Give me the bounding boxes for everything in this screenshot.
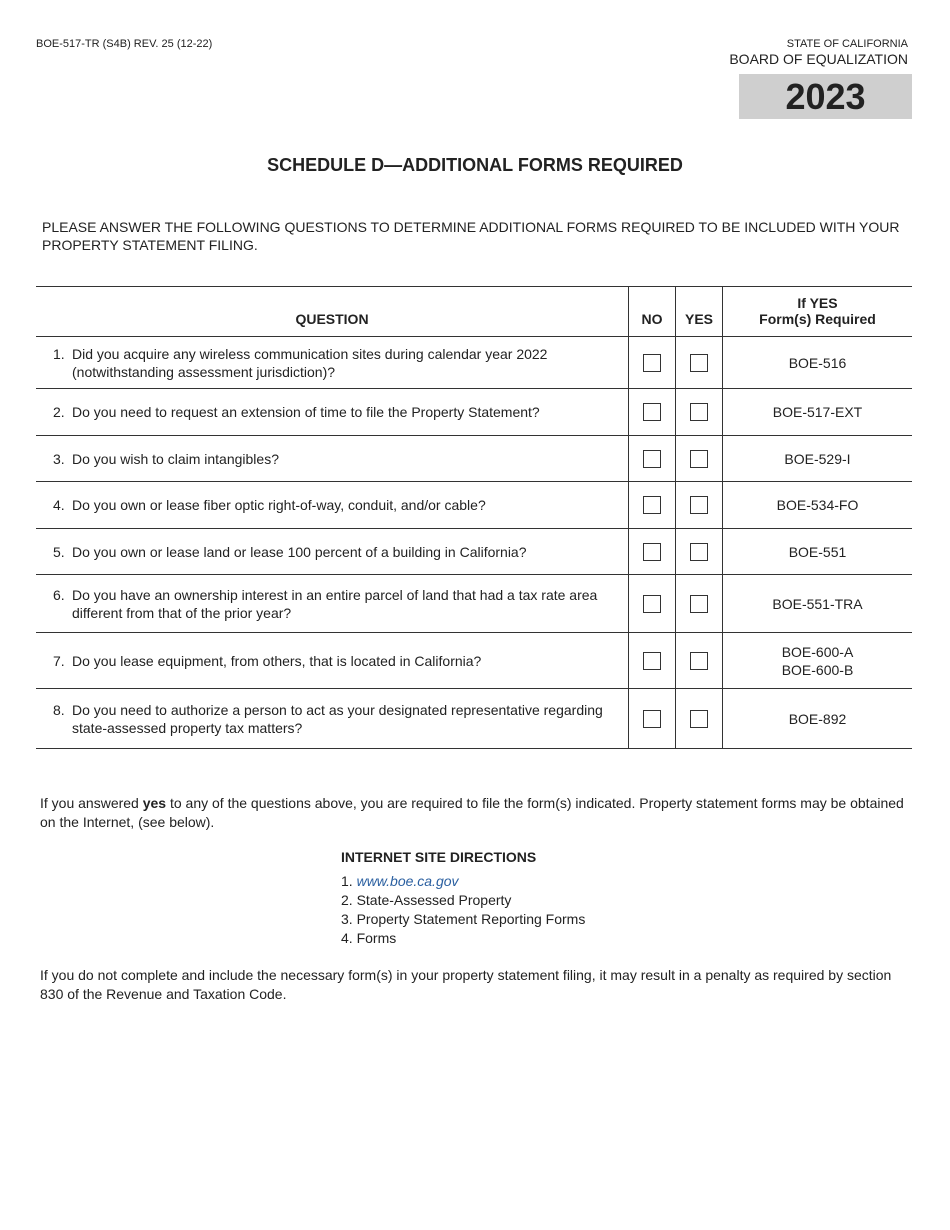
header-forms-line2: Form(s) Required xyxy=(759,311,876,327)
question-text: Do you wish to claim intangibles? xyxy=(72,450,279,467)
yes-checkbox[interactable] xyxy=(690,543,708,561)
no-checkbox[interactable] xyxy=(643,652,661,670)
question-text: Do you own or lease land or lease 100 percent of a building in California? xyxy=(72,543,527,560)
yes-checkbox[interactable] xyxy=(690,354,708,372)
header-forms xyxy=(723,287,913,337)
table-header-row xyxy=(36,287,912,337)
required-form: BOE-517-EXT xyxy=(772,404,863,420)
question-number: 6. xyxy=(53,586,65,603)
board-name: BOARD OF EQUALIZATION xyxy=(729,51,908,67)
direction-item xyxy=(341,929,585,948)
required-form: BOE-534-FO xyxy=(776,497,859,513)
question-number: 7. xyxy=(53,652,65,669)
penalty-note: If you do not complete and include the necessary form(s) in your property statement filing, it may result in a penalty as required by section 830 of the Revenue and Taxation Code. xyxy=(40,967,892,1002)
direction-number: 1. xyxy=(341,873,353,889)
no-checkbox[interactable] xyxy=(643,595,661,613)
question-text: Do you need to request an extension of time to file the Property Statement? xyxy=(72,404,540,420)
state-name: STATE OF CALIFORNIA xyxy=(786,38,908,50)
yes-checkbox[interactable] xyxy=(690,496,708,514)
direction-text: Forms xyxy=(356,930,397,946)
direction-item xyxy=(341,910,585,929)
year-box: 2023 xyxy=(739,74,912,119)
header-yes: YES xyxy=(676,287,723,337)
direction-number: 4. xyxy=(341,930,353,946)
required-form-secondary: BOE-600-B xyxy=(781,661,854,678)
question-number: 3. xyxy=(53,450,65,467)
question-text: Do you have an ownership interest in an entire parcel of land that had a tax rate area different from that of the prior year? xyxy=(72,586,598,621)
no-checkbox[interactable] xyxy=(643,354,661,372)
question-text: Do you need to authorize a person to act as your designated representative regarding state-assessed property tax matters? xyxy=(72,701,603,736)
required-form: BOE-551 xyxy=(788,543,847,560)
yes-checkbox[interactable] xyxy=(690,403,708,421)
question-text: Did you acquire any wireless communication sites during calendar year 2022 (notwithstanding assessment jurisdiction)? xyxy=(72,345,548,380)
form-id: BOE-517-TR (S4B) REV. 25 (12-22) xyxy=(36,38,213,50)
directions-list xyxy=(341,872,585,948)
header-question: QUESTION xyxy=(36,287,629,337)
question-row xyxy=(36,389,912,436)
boe-website-link[interactable]: www.boe.ca.gov xyxy=(356,873,459,889)
header-forms-line1: If YES xyxy=(797,295,838,311)
page-title: SCHEDULE D—ADDITIONAL FORMS REQUIRED xyxy=(267,155,683,175)
question-row xyxy=(36,689,912,749)
required-form: BOE-600-A xyxy=(781,643,854,660)
agency-block xyxy=(729,38,908,67)
yes-instructions-start: If you answered xyxy=(40,795,143,811)
no-checkbox[interactable] xyxy=(643,710,661,728)
no-checkbox[interactable] xyxy=(643,496,661,514)
no-checkbox[interactable] xyxy=(643,450,661,468)
intro-text: PLEASE ANSWER THE FOLLOWING QUESTIONS TO DETERMINE ADDITIONAL FORMS REQUIRED TO BE INCLUDED WITH YOUR PROPERTY STATEMENT FILING. xyxy=(42,219,900,253)
yes-checkbox[interactable] xyxy=(690,652,708,670)
required-form: BOE-892 xyxy=(788,710,847,727)
required-form: BOE-529-I xyxy=(784,450,851,467)
yes-checkbox[interactable] xyxy=(690,710,708,728)
yes-instructions-end: to any of the questions above, you are required to file the form(s) indicated. Property statement forms may be obtained on the Internet, (see below). xyxy=(40,795,904,830)
yes-emphasis: yes xyxy=(142,795,167,811)
direction-text: State-Assessed Property xyxy=(356,892,512,908)
question-row xyxy=(36,482,912,529)
question-text: Do you lease equipment, from others, that is located in California? xyxy=(72,652,482,669)
required-form: BOE-551-TRA xyxy=(772,595,863,612)
direction-text: Property Statement Reporting Forms xyxy=(356,911,586,927)
question-number: 4. xyxy=(53,497,65,513)
header-no: NO xyxy=(629,287,676,337)
internet-directions xyxy=(341,849,585,948)
direction-number: 2. xyxy=(341,892,353,908)
direction-item xyxy=(341,891,585,910)
required-form: BOE-516 xyxy=(788,354,847,371)
questions-table xyxy=(36,286,912,749)
no-checkbox[interactable] xyxy=(643,403,661,421)
yes-instructions xyxy=(40,794,910,832)
question-row xyxy=(36,436,912,482)
question-row xyxy=(36,633,912,689)
question-row xyxy=(36,529,912,575)
question-row xyxy=(36,337,912,389)
question-row xyxy=(36,575,912,633)
directions-heading: INTERNET SITE DIRECTIONS xyxy=(341,849,537,865)
question-number: 2. xyxy=(53,404,65,420)
yes-checkbox[interactable] xyxy=(690,595,708,613)
yes-checkbox[interactable] xyxy=(690,450,708,468)
no-checkbox[interactable] xyxy=(643,543,661,561)
direction-number: 3. xyxy=(341,911,353,927)
question-number: 1. xyxy=(53,345,65,362)
question-number: 5. xyxy=(53,543,65,560)
direction-item xyxy=(341,872,585,891)
question-number: 8. xyxy=(53,701,65,718)
question-text: Do you own or lease fiber optic right-of-way, conduit, and/or cable? xyxy=(72,497,486,513)
